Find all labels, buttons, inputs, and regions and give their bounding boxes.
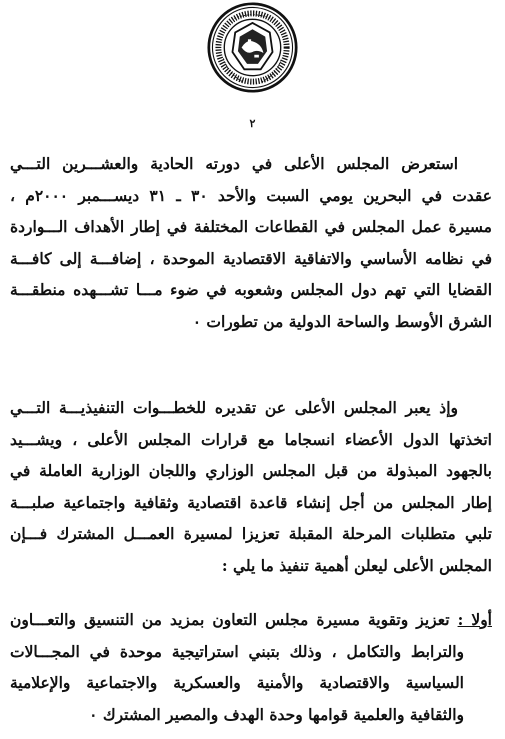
paragraph-line: عقدت في البحرين يومي السبت والأحد ٣٠ ـ ٣١ ديســـمبر ٢٠٠٠م ،	[10, 185, 492, 205]
paragraph-line: والثقافية والعلمية قوامها وحدة الهدف والمصير المشترك ٠	[89, 704, 464, 724]
paragraph-line: بالجهود المبذولة من قبل المجلس الوزاري واللجان الوزارية العاملة في	[10, 461, 492, 480]
item-text: تعزيز وتقوية مسيرة مجلس التعاون بمزيد من التنسيق والتعـــاون	[10, 610, 458, 629]
paragraph-2	[10, 392, 492, 581]
paragraph-line: استعرض المجلس الأعلى في دورته الحادية والعشـــرين التـــي	[10, 154, 458, 173]
paragraph-line: مسيرة عمل المجلس في القطاعات المختلفة في إطار الأهداف الـــواردة	[10, 217, 492, 236]
paragraph-line: إطار المجلس من أجل إنشاء قاعدة اقتصادية وثقافية واجتماعية صلبـــة	[10, 492, 492, 512]
paragraph-1	[10, 148, 492, 337]
paragraph-line: القضايا التي تهم دول المجلس وشعوبه في ضوء مـــا تشـــهده منطقـــة	[10, 280, 492, 299]
paragraph-line: تلبي متطلبات المرحلة المقبلة تعزيزا لمسيرة العمـــل المشترك فـــإن	[10, 524, 492, 543]
paragraph-line: اتخذتها الدول الأعضاء انسجاما مع قرارات المجلس الأعلى ، ويشـــيد	[10, 429, 492, 449]
item-number-label: أولا :	[457, 610, 492, 629]
paragraph-line: والترابط والتكامل ، وذلك بتبني استراتيجية موحدة في المجـــالات	[10, 641, 464, 661]
paragraph-line: الشرق الأوسط والساحة الدولية من تطورات ٠	[192, 311, 492, 331]
paragraph-line: المجلس الأعلى ليعلن أهمية تنفيذ ما يلي :	[221, 555, 492, 575]
paragraph-3-item-first	[10, 604, 492, 730]
paragraph-line: في نظامه الأساسي والاتفاقية الاقتصادية الموحدة ، إضافـــة إلى كافـــة	[10, 248, 492, 268]
page-number: ٢	[249, 117, 256, 130]
gcc-emblem-seal	[207, 2, 298, 93]
paragraph-line: السياسية والاقتصادية والأمنية والعسكرية والاجتماعية والإعلامية	[10, 673, 464, 692]
paragraph-line	[10, 604, 492, 636]
paragraph-line: وإذ يعبر المجلس الأعلى عن تقديره للخطـــوات التنفيذيـــة التـــي	[10, 398, 458, 417]
